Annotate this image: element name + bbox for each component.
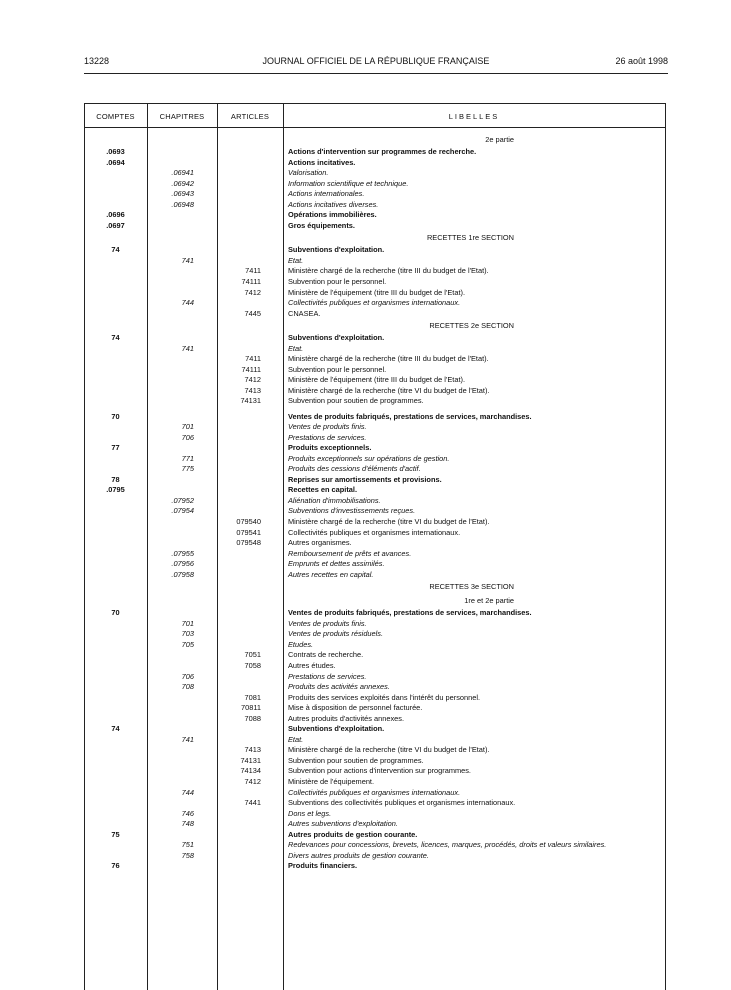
- libelle-text: Collectivités publiques et organismes internationaux.: [288, 787, 461, 797]
- libelle-text: Produits exceptionnels.: [288, 443, 372, 453]
- libelle-text: Actions incitatives diverses.: [288, 199, 379, 209]
- compte-code: .0697: [106, 220, 125, 230]
- article-code: 7413: [244, 745, 261, 755]
- article-code: 079548: [236, 538, 261, 548]
- compte-code: .0694: [106, 157, 125, 167]
- table-row: [84, 830, 665, 841]
- table-row: [84, 549, 665, 560]
- compte-code: 78: [111, 474, 120, 484]
- chapitre-code: 741: [181, 343, 194, 353]
- table-row: [84, 661, 665, 672]
- libelle-text: Remboursement de prêts et avances.: [288, 548, 412, 558]
- table-row: [84, 840, 665, 851]
- article-code: 079540: [236, 517, 261, 526]
- table-row: [84, 766, 665, 777]
- table-row: [84, 851, 665, 862]
- compte-code: 74: [111, 724, 120, 734]
- article-code: 74111: [241, 364, 261, 374]
- libelle-text: Subventions d'exploitation.: [288, 245, 385, 255]
- section-heading-row: [84, 594, 665, 608]
- table-row: [84, 200, 665, 211]
- compte-code: .0795: [106, 485, 125, 495]
- table-row: [84, 682, 665, 693]
- table-row: [84, 298, 665, 309]
- chapitre-code: 701: [181, 618, 194, 628]
- table-row: [84, 703, 665, 714]
- libelle-text: Ventes de produits fabriqués, prestations de services, marchandises.: [288, 608, 532, 618]
- table-row: [84, 528, 665, 539]
- article-code: 7441: [244, 798, 261, 808]
- table-row: [84, 354, 665, 365]
- libelle-text: Subvention pour le personnel.: [288, 277, 387, 287]
- publication-date: 26 août 1998: [615, 56, 668, 66]
- libelle-text: Autres produits d'activités annexes.: [288, 713, 405, 723]
- table-row: [84, 396, 665, 407]
- compte-code: 76: [111, 861, 120, 871]
- table-row: [84, 570, 665, 581]
- libelle-text: Etat.: [288, 734, 304, 744]
- chapitre-code: 705: [181, 639, 194, 649]
- article-code: 7058: [244, 661, 261, 671]
- libelle-text: Valorisation.: [288, 168, 329, 178]
- table-row: [84, 640, 665, 651]
- chapitre-code: 741: [181, 734, 194, 744]
- article-code: 079541: [236, 527, 261, 537]
- header-rule: [84, 73, 668, 74]
- libelle-text: Actions internationales.: [288, 189, 365, 199]
- libelle-text: Autres études.: [288, 661, 336, 671]
- libelle-text: Produits exceptionnels sur opérations de gestion.: [288, 453, 450, 463]
- chapitre-code: 703: [181, 629, 194, 639]
- chapitre-code: 758: [181, 850, 194, 860]
- article-code: 7413: [244, 385, 261, 395]
- libelle-text: Ministère de l'équipement (titre III du budget de l'Etat).: [288, 287, 466, 297]
- article-code: 74131: [240, 755, 261, 765]
- libelle-text: Etudes.: [288, 639, 314, 649]
- table-row: [84, 538, 665, 549]
- table-row: [84, 788, 665, 799]
- table-row: [84, 714, 665, 725]
- libelle-text: Produits financiers.: [288, 861, 357, 871]
- compte-code: 70: [111, 411, 120, 421]
- libelle-text: Subventions des collectivités publiques et organismes internationaux.: [288, 798, 516, 808]
- libelle-text: Autres recettes en capital.: [288, 569, 374, 579]
- libelle-text: Redevances pour concessions, brevets, licences, marques, procédés, droits et valeurs similaires.: [288, 840, 607, 850]
- libelle-text: Produits des activités annexes.: [288, 682, 390, 692]
- libelle-text: Divers autres produits de gestion courante.: [288, 850, 429, 860]
- chapitre-code: .06948: [171, 199, 194, 209]
- compte-code: 70: [111, 608, 120, 618]
- libelle-text: Aliénation d'immobilisations.: [288, 495, 381, 505]
- table-row: [84, 365, 665, 376]
- table-row: [84, 464, 665, 475]
- libelle-text: Produits des cessions d'éléments d'actif.: [288, 464, 421, 474]
- table-row: [84, 147, 665, 158]
- section-heading: 1re et 2e partie: [464, 596, 514, 606]
- article-code: 7411: [245, 266, 261, 276]
- chapitre-code: .07955: [171, 548, 194, 558]
- chapitre-code: 771: [181, 453, 194, 463]
- table-row: [84, 422, 665, 433]
- libelle-text: Mise à disposition de personnel facturée.: [288, 703, 423, 713]
- column-header-comptes: COMPTES: [96, 112, 135, 121]
- libelle-text: Actions d'intervention sur programmes de recherche.: [288, 147, 477, 156]
- chapitre-code: 746: [181, 808, 194, 818]
- table-row: [84, 798, 665, 809]
- libelle-text: Opérations immobilières.: [288, 210, 377, 220]
- libelle-text: Ventes de produits fabriqués, prestations de services, marchandises.: [288, 411, 532, 421]
- chapitre-code: .07954: [171, 506, 194, 516]
- chapitre-code: 706: [181, 671, 194, 681]
- libelle-text: Actions incitatives.: [288, 157, 356, 167]
- libelle-text: Etat.: [288, 343, 304, 353]
- article-code: 7051: [244, 650, 261, 660]
- chapitre-code: 748: [181, 819, 194, 829]
- journal-title: JOURNAL OFFICIEL DE LA RÉPUBLIQUE FRANÇAISE: [262, 56, 490, 66]
- libelle-text: Reprises sur amortissements et provisions.: [288, 474, 442, 484]
- libelle-text: Etat.: [288, 255, 304, 265]
- libelle-text: Ministère de l'équipement.: [288, 777, 375, 787]
- table-row: [84, 168, 665, 179]
- chapitre-code: .07952: [171, 495, 194, 505]
- article-code: 7411: [245, 354, 261, 364]
- section-heading: RECETTES 3e SECTION: [429, 582, 514, 592]
- table-row: [84, 288, 665, 299]
- table-row: [84, 724, 665, 735]
- page-header: [84, 56, 668, 70]
- libelle-text: Ministère chargé de la recherche (titre VI du budget de l'Etat).: [288, 745, 490, 755]
- table-row: [84, 375, 665, 386]
- libelle-text: Produits des services exploités dans l'intérêt du personnel.: [288, 692, 481, 702]
- libelle-text: Subventions d'exploitation.: [288, 333, 385, 343]
- libelle-text: Ministère chargé de la recherche (titre III du budget de l'Etat).: [288, 266, 489, 276]
- chapitre-code: 744: [181, 787, 194, 797]
- libelle-text: Information scientifique et technique.: [288, 178, 409, 188]
- table-row: [84, 619, 665, 630]
- article-code: 7445: [244, 308, 261, 318]
- column-header-chapitres: CHAPITRES: [159, 112, 205, 121]
- table-row: [84, 179, 665, 190]
- libelle-text: Recettes en capital.: [288, 485, 358, 495]
- libelle-text: Collectivités publiques et organismes internationaux.: [288, 527, 461, 537]
- chapitre-code: 701: [181, 422, 194, 432]
- libelle-text: Subvention pour actions d'intervention sur programmes.: [288, 766, 471, 776]
- libelle-text: Ventes de produits résiduels.: [288, 629, 384, 639]
- compte-code: 77: [111, 443, 120, 453]
- section-heading-row: [84, 133, 665, 147]
- table-row: [84, 475, 665, 486]
- chapitre-code: 744: [181, 298, 194, 308]
- chapitre-code: 751: [181, 840, 194, 850]
- libelle-text: Ministère chargé de la recherche (titre VI du budget de l'Etat).: [288, 517, 490, 526]
- libelle-text: Ventes de produits finis.: [288, 422, 367, 432]
- chapitre-code: .06942: [171, 178, 194, 188]
- table-row: [84, 629, 665, 640]
- page-number: 13228: [84, 56, 110, 66]
- table-row: [84, 245, 665, 256]
- compte-code: 74: [111, 333, 120, 343]
- libelle-text: Emprunts et dettes assimilés.: [288, 559, 385, 569]
- table-row: [84, 309, 665, 320]
- chapitre-code: 706: [181, 432, 194, 442]
- table-row: [84, 221, 665, 232]
- column-header-libelles: LIBELLES: [448, 112, 500, 121]
- accounts-table: [84, 103, 665, 990]
- chapitre-code: .07958: [171, 569, 194, 579]
- table-header-rule: [84, 127, 665, 128]
- table-row: [84, 809, 665, 820]
- section-heading: RECETTES 1re SECTION: [426, 233, 514, 243]
- libelle-text: Subvention pour soutien de programmes.: [288, 396, 424, 406]
- table-row: [84, 386, 665, 397]
- article-code: 74111: [241, 277, 261, 287]
- table-row: [84, 277, 665, 288]
- libelle-text: Contrats de recherche.: [288, 650, 364, 660]
- section-heading: RECETTES 2e SECTION: [429, 321, 514, 331]
- chapitre-code: .06943: [171, 189, 194, 199]
- table-row: [84, 189, 665, 200]
- table-row: [84, 433, 665, 444]
- libelle-text: Ministère de l'équipement (titre III du budget de l'Etat).: [288, 375, 466, 385]
- article-code: 7412: [244, 777, 261, 787]
- libelle-text: Autres produits de gestion courante.: [288, 829, 418, 839]
- table-row: [84, 344, 665, 355]
- table-row: [84, 819, 665, 830]
- section-heading-row: [84, 319, 665, 333]
- table-row: [84, 672, 665, 683]
- section-heading-row: [84, 231, 665, 245]
- libelle-text: Autres organismes.: [288, 538, 352, 548]
- libelle-text: Ventes de produits finis.: [288, 618, 367, 628]
- chapitre-code: .06941: [171, 168, 194, 178]
- article-code: 74134: [240, 766, 261, 776]
- article-code: 70811: [240, 703, 261, 713]
- libelle-text: Collectivités publiques et organismes internationaux.: [288, 298, 461, 308]
- chapitre-code: 708: [181, 682, 194, 692]
- compte-code: .0693: [106, 147, 125, 156]
- article-code: 7412: [244, 287, 261, 297]
- column-divider: [665, 103, 666, 990]
- article-code: 74131: [240, 396, 261, 406]
- compte-code: 74: [111, 245, 120, 255]
- section-heading-row: [84, 580, 665, 594]
- table-row: [84, 443, 665, 454]
- table-row: [84, 777, 665, 788]
- libelle-text: CNASEA.: [288, 308, 321, 318]
- article-code: 7412: [244, 375, 261, 385]
- chapitre-code: 741: [181, 255, 194, 265]
- table-row: [84, 266, 665, 277]
- libelle-text: Gros équipements.: [288, 220, 355, 230]
- libelle-text: Subvention pour le personnel.: [288, 364, 387, 374]
- table-row: [84, 756, 665, 767]
- table-row: [84, 861, 665, 872]
- table-row: [84, 454, 665, 465]
- libelle-text: Prestations de services.: [288, 432, 367, 442]
- libelle-text: Dons et legs.: [288, 808, 332, 818]
- article-code: 7081: [244, 692, 261, 702]
- libelle-text: Prestations de services.: [288, 671, 367, 681]
- column-header-articles: ARTICLES: [230, 112, 270, 121]
- table-row: [84, 210, 665, 221]
- table-row: [84, 517, 665, 528]
- table-row: [84, 745, 665, 756]
- compte-code: 75: [111, 829, 120, 839]
- libelle-text: Autres subventions d'exploitation.: [288, 819, 398, 829]
- libelle-text: Subvention pour soutien de programmes.: [288, 755, 424, 765]
- table-row: [84, 333, 665, 344]
- article-code: 7088: [244, 713, 261, 723]
- table-row: [84, 412, 665, 423]
- libelle-text: Ministère chargé de la recherche (titre VI du budget de l'Etat).: [288, 385, 490, 395]
- table-top-border: [84, 103, 665, 104]
- libelle-text: Subventions d'investissements reçues.: [288, 506, 416, 516]
- chapitre-code: 775: [181, 464, 194, 474]
- table-row: [84, 485, 665, 496]
- table-row: [84, 559, 665, 570]
- table-row: [84, 256, 665, 267]
- chapitre-code: .07956: [171, 559, 194, 569]
- section-heading: 2e partie: [485, 135, 514, 144]
- table-row: [84, 650, 665, 661]
- table-row: [84, 608, 665, 619]
- compte-code: .0696: [106, 210, 125, 220]
- table-row: [84, 158, 665, 169]
- table-row: [84, 506, 665, 517]
- table-row: [84, 735, 665, 746]
- table-row: [84, 693, 665, 704]
- libelle-text: Ministère chargé de la recherche (titre III du budget de l'Etat).: [288, 354, 489, 364]
- table-body: [84, 133, 665, 872]
- libelle-text: Subventions d'exploitation.: [288, 724, 385, 734]
- table-row: [84, 496, 665, 507]
